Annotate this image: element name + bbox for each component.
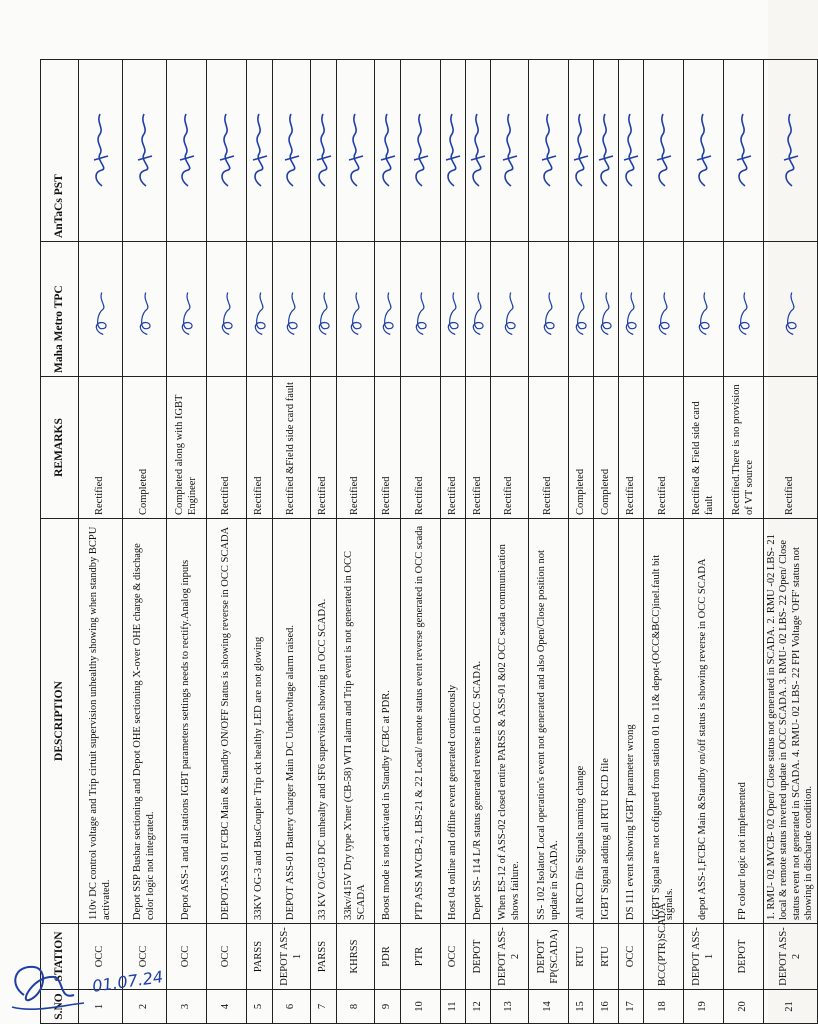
- signature-scribble-icon: [281, 111, 303, 191]
- tpc-signature: [764, 242, 818, 377]
- row-station: DEPOT ASS-2: [491, 924, 529, 990]
- signature-scribble-icon: [442, 279, 464, 339]
- row-description: 33kv/415V Dry type X'mer (CB-58) WTI alarm and Trip event is not generated in OCC SCADA: [337, 519, 375, 924]
- table-row: [247, 60, 273, 1024]
- pst-signature: [167, 60, 207, 242]
- tpc-signature: [441, 242, 466, 377]
- pst-signature: [569, 60, 594, 242]
- table-row: [79, 60, 123, 1024]
- row-sno: 7: [311, 990, 337, 1024]
- tpc-signature: [375, 242, 401, 377]
- pst-signature: [764, 60, 818, 242]
- row-station: DEPOT: [724, 924, 764, 990]
- row-remarks: Completed: [123, 377, 167, 519]
- header-sno: S.NO: [41, 990, 79, 1024]
- signature-scribble-icon: [313, 111, 335, 191]
- pst-signature: [401, 60, 441, 242]
- signature-scribble-icon: [693, 279, 715, 339]
- row-remarks: Rectified: [491, 377, 529, 519]
- tpc-signature: [273, 242, 311, 377]
- signature-scribble-icon: [620, 111, 642, 191]
- table-row: [337, 60, 375, 1024]
- header-tpc: Maha Metro TPC: [41, 242, 79, 377]
- row-station: OCC: [619, 924, 644, 990]
- signature-scribble-icon: [442, 111, 464, 191]
- signature-scribble-icon: [595, 279, 617, 339]
- row-description: Depot SS- 114 L/R status generated reverse in OCC SCADA.: [466, 519, 491, 924]
- table-row: [441, 60, 466, 1024]
- tpc-signature: [207, 242, 247, 377]
- table-row: [273, 60, 311, 1024]
- signature-scribble-icon: [570, 279, 592, 339]
- row-sno: 1: [79, 990, 123, 1024]
- table-row: [724, 60, 764, 1024]
- signature-scribble-icon: [733, 111, 755, 191]
- row-station: DEPOT ASS-2: [764, 924, 818, 990]
- signature-scribble-icon: [538, 111, 560, 191]
- pst-signature: [594, 60, 619, 242]
- tpc-signature: [401, 242, 441, 377]
- signature-scribble-icon: [410, 279, 432, 339]
- signature-scribble-icon: [90, 111, 112, 191]
- table-row: [569, 60, 594, 1024]
- signature-scribble-icon: [780, 279, 802, 339]
- row-sno: 4: [207, 990, 247, 1024]
- pst-signature: [466, 60, 491, 242]
- signature-scribble-icon: [620, 279, 642, 339]
- row-sno: 11: [441, 990, 466, 1024]
- pst-signature: [491, 60, 529, 242]
- tpc-signature: [619, 242, 644, 377]
- signature-scribble-icon: [90, 279, 112, 339]
- row-description: Boost mode is not activated in Standby FCBC at PDR.: [375, 519, 401, 924]
- pst-signature: [207, 60, 247, 242]
- row-description: SS- 102 Isolator Local operation's event not generated and also Open/Close position not update in SCADA.: [529, 519, 569, 924]
- row-remarks: Rectified: [619, 377, 644, 519]
- row-sno: 19: [684, 990, 724, 1024]
- table-row: [619, 60, 644, 1024]
- tpc-signature: [569, 242, 594, 377]
- signature-scribble-icon: [467, 111, 489, 191]
- row-remarks: Rectified: [79, 377, 123, 519]
- table-row: [311, 60, 337, 1024]
- signature-scribble-icon: [216, 279, 238, 339]
- signature-scribble-icon: [134, 279, 156, 339]
- row-station: BCC(PTR)SCADA: [644, 924, 684, 990]
- row-description: IGBT Signal adding all RTU RCD file: [594, 519, 619, 924]
- row-remarks: Rectified: [207, 377, 247, 519]
- signature-scribble-icon: [249, 111, 271, 191]
- pst-signature: [724, 60, 764, 242]
- row-station: RTU: [569, 924, 594, 990]
- tpc-signature: [529, 242, 569, 377]
- row-description: DEPOT-ASS 01 FCBC Main & Standby ON/OFF Status is showing reverse in OCC SCADA: [207, 519, 247, 924]
- row-station: PARSS: [247, 924, 273, 990]
- header-row: [41, 60, 79, 1024]
- signature-scribble-icon: [345, 111, 367, 191]
- tpc-signature: [337, 242, 375, 377]
- pst-signature: [79, 60, 123, 242]
- signature-scribble-icon: [345, 279, 367, 339]
- tpc-signature: [311, 242, 337, 377]
- issue-table: [40, 59, 818, 1024]
- row-sno: 16: [594, 990, 619, 1024]
- signature-scribble-icon: [653, 279, 675, 339]
- row-description: PTP ASS MVCB-2, LBS-21 & 22 Local/ remote status event reverse generated in OCC scada: [401, 519, 441, 924]
- row-sno: 13: [491, 990, 529, 1024]
- row-description: 33KV OG-3 and BusCoupler Trip ckt healthy LED are not glowing: [247, 519, 273, 924]
- row-station: DEPOT ASS-1: [684, 924, 724, 990]
- signature-scribble-icon: [410, 111, 432, 191]
- row-station: DEPOT: [466, 924, 491, 990]
- table-row: [466, 60, 491, 1024]
- pst-signature: [375, 60, 401, 242]
- signature-scribble-icon: [134, 111, 156, 191]
- row-station: PARSS: [311, 924, 337, 990]
- header-pst: AnTaCs PST: [41, 60, 79, 242]
- row-sno: 3: [167, 990, 207, 1024]
- pst-signature: [247, 60, 273, 242]
- row-sno: 17: [619, 990, 644, 1024]
- row-sno: 9: [375, 990, 401, 1024]
- pst-signature: [684, 60, 724, 242]
- row-station: PTR: [401, 924, 441, 990]
- pst-signature: [644, 60, 684, 242]
- signature-scribble-icon: [249, 279, 271, 339]
- table-row: [491, 60, 529, 1024]
- pst-signature: [441, 60, 466, 242]
- row-remarks: Rectified: [644, 377, 684, 519]
- table-row: [594, 60, 619, 1024]
- row-remarks: Rectified: [441, 377, 466, 519]
- row-station: OCC: [441, 924, 466, 990]
- row-remarks: Rectified: [375, 377, 401, 519]
- row-sno: 15: [569, 990, 594, 1024]
- signature-scribble-icon: [653, 111, 675, 191]
- table-row: [764, 60, 818, 1024]
- row-description: When ES-12 of ASS-02 closed entire PARSS & ASS-01 &02 OCC scada communication shows failure.: [491, 519, 529, 924]
- header-remarks: REMARKS: [41, 377, 79, 519]
- row-sno: 12: [466, 990, 491, 1024]
- row-remarks: Rectified.There is no provision of VT source: [724, 377, 764, 519]
- signature-scribble-icon: [281, 279, 303, 339]
- table-row: [684, 60, 724, 1024]
- row-remarks: Rectified: [247, 377, 273, 519]
- signature-scribble-icon: [570, 111, 592, 191]
- row-sno: 6: [273, 990, 311, 1024]
- row-remarks: Rectified: [529, 377, 569, 519]
- pst-signature: [529, 60, 569, 242]
- row-sno: 14: [529, 990, 569, 1024]
- row-remarks: Completed: [594, 377, 619, 519]
- row-station: RTU: [594, 924, 619, 990]
- row-description: 1. RMU- 02 MVCB- 02 Open/ Close status not generated in SCADA. 2. RMU -02 LBS- 21 local & remote status inverted update in OCC SCADA. 3. RMU- 02 LBS- 22 Open/ Close status event not generated in SCADA. 4. RMU- 02 LBS- 22 FPI Voltage 'OFF' status not showing in discharde condition.: [764, 519, 818, 924]
- row-station: OCC: [123, 924, 167, 990]
- row-remarks: Rectified &Field side card fault: [273, 377, 311, 519]
- row-sno: 5: [247, 990, 273, 1024]
- signature-scribble-icon: [733, 279, 755, 339]
- tpc-signature: [724, 242, 764, 377]
- row-station: OCC: [207, 924, 247, 990]
- table-row: [123, 60, 167, 1024]
- tpc-signature: [466, 242, 491, 377]
- row-remarks: Completed: [569, 377, 594, 519]
- row-description: DS 111 event showing IGBT parameter wrong: [619, 519, 644, 924]
- signature-scribble-icon: [499, 111, 521, 191]
- table-row: [401, 60, 441, 1024]
- table-body: [79, 60, 818, 1024]
- row-description: IGBT Signal are not cofigured from station 01 to 11& depot-(OCC&BCC)inel.fault bit signals.: [644, 519, 684, 924]
- row-remarks: Rectified: [401, 377, 441, 519]
- tpc-signature: [247, 242, 273, 377]
- signature-scribble-icon: [313, 279, 335, 339]
- row-remarks: Completed along with IGBT Engineer: [167, 377, 207, 519]
- signature-scribble-icon: [693, 111, 715, 191]
- signature-scribble-icon: [499, 279, 521, 339]
- tpc-signature: [491, 242, 529, 377]
- pst-signature: [337, 60, 375, 242]
- tpc-signature: [167, 242, 207, 377]
- row-remarks: Rectified: [466, 377, 491, 519]
- row-description: Depot SSP Busbar sectioning and Depot OHE sectioning X-over OHE charge & dischage color logic not integrated.: [123, 519, 167, 924]
- row-sno: 18: [644, 990, 684, 1024]
- tpc-signature: [684, 242, 724, 377]
- tpc-signature: [79, 242, 123, 377]
- row-remarks: Rectified: [337, 377, 375, 519]
- pst-signature: [273, 60, 311, 242]
- row-remarks: Rectified: [311, 377, 337, 519]
- row-station: PDR: [375, 924, 401, 990]
- row-description: All RCD file Signals naming change: [569, 519, 594, 924]
- table-row: [529, 60, 569, 1024]
- table-row: [167, 60, 207, 1024]
- table-row: [375, 60, 401, 1024]
- row-station: OCC: [79, 924, 123, 990]
- row-remarks: Rectified: [764, 377, 818, 519]
- header-station: STATION: [41, 924, 79, 990]
- row-description: DEPOT ASS-01 Battery charger Main DC Undervoltage alarm raised.: [273, 519, 311, 924]
- row-station: DEPOT ASS-1: [273, 924, 311, 990]
- row-sno: 8: [337, 990, 375, 1024]
- tpc-signature: [594, 242, 619, 377]
- row-description: Depot ASS-1 and all stations IGBT parameters settings needs to rectify.Analog inputs: [167, 519, 207, 924]
- row-sno: 21: [764, 990, 818, 1024]
- row-description: 110v DC control voltage and Trip cirtuit supervision unhealthy showing when standby BCPU activated.: [79, 519, 123, 924]
- signature-scribble-icon: [216, 111, 238, 191]
- table-row: [207, 60, 247, 1024]
- row-description: Host 04 online and offline event generated contineously: [441, 519, 466, 924]
- row-station: DEPOT FP(SCADA): [529, 924, 569, 990]
- table-row: [644, 60, 684, 1024]
- signature-scribble-icon: [377, 279, 399, 339]
- row-remarks: Rectified & Field side card fault: [684, 377, 724, 519]
- row-sno: 10: [401, 990, 441, 1024]
- row-description: FP colour logic not implemented: [724, 519, 764, 924]
- signature-scribble-icon: [595, 111, 617, 191]
- signature-scribble-icon: [176, 111, 198, 191]
- signature-scribble-icon: [377, 111, 399, 191]
- pst-signature: [311, 60, 337, 242]
- signature-scribble-icon: [780, 111, 802, 191]
- tpc-signature: [644, 242, 684, 377]
- handwritten-date: 01.07.24: [91, 967, 165, 996]
- rotated-table-container: [40, 60, 814, 1024]
- row-description: depot ASS-1,FCBC Main &Standby on/off status is showing reverse in OCC SCADA: [684, 519, 724, 924]
- row-sno: 20: [724, 990, 764, 1024]
- header-description: DESCRIPTION: [41, 519, 79, 924]
- signature-scribble-icon: [467, 279, 489, 339]
- row-sno: 2: [123, 990, 167, 1024]
- signature-scribble-icon: [538, 279, 560, 339]
- tpc-signature: [123, 242, 167, 377]
- pst-signature: [123, 60, 167, 242]
- row-station: OCC: [167, 924, 207, 990]
- row-description: 33 KV O/G-03 DC unhealty and SF6 supervision showing in OCC SCADA.: [311, 519, 337, 924]
- pst-signature: [619, 60, 644, 242]
- row-station: KHRSS: [337, 924, 375, 990]
- signature-scribble-icon: [176, 279, 198, 339]
